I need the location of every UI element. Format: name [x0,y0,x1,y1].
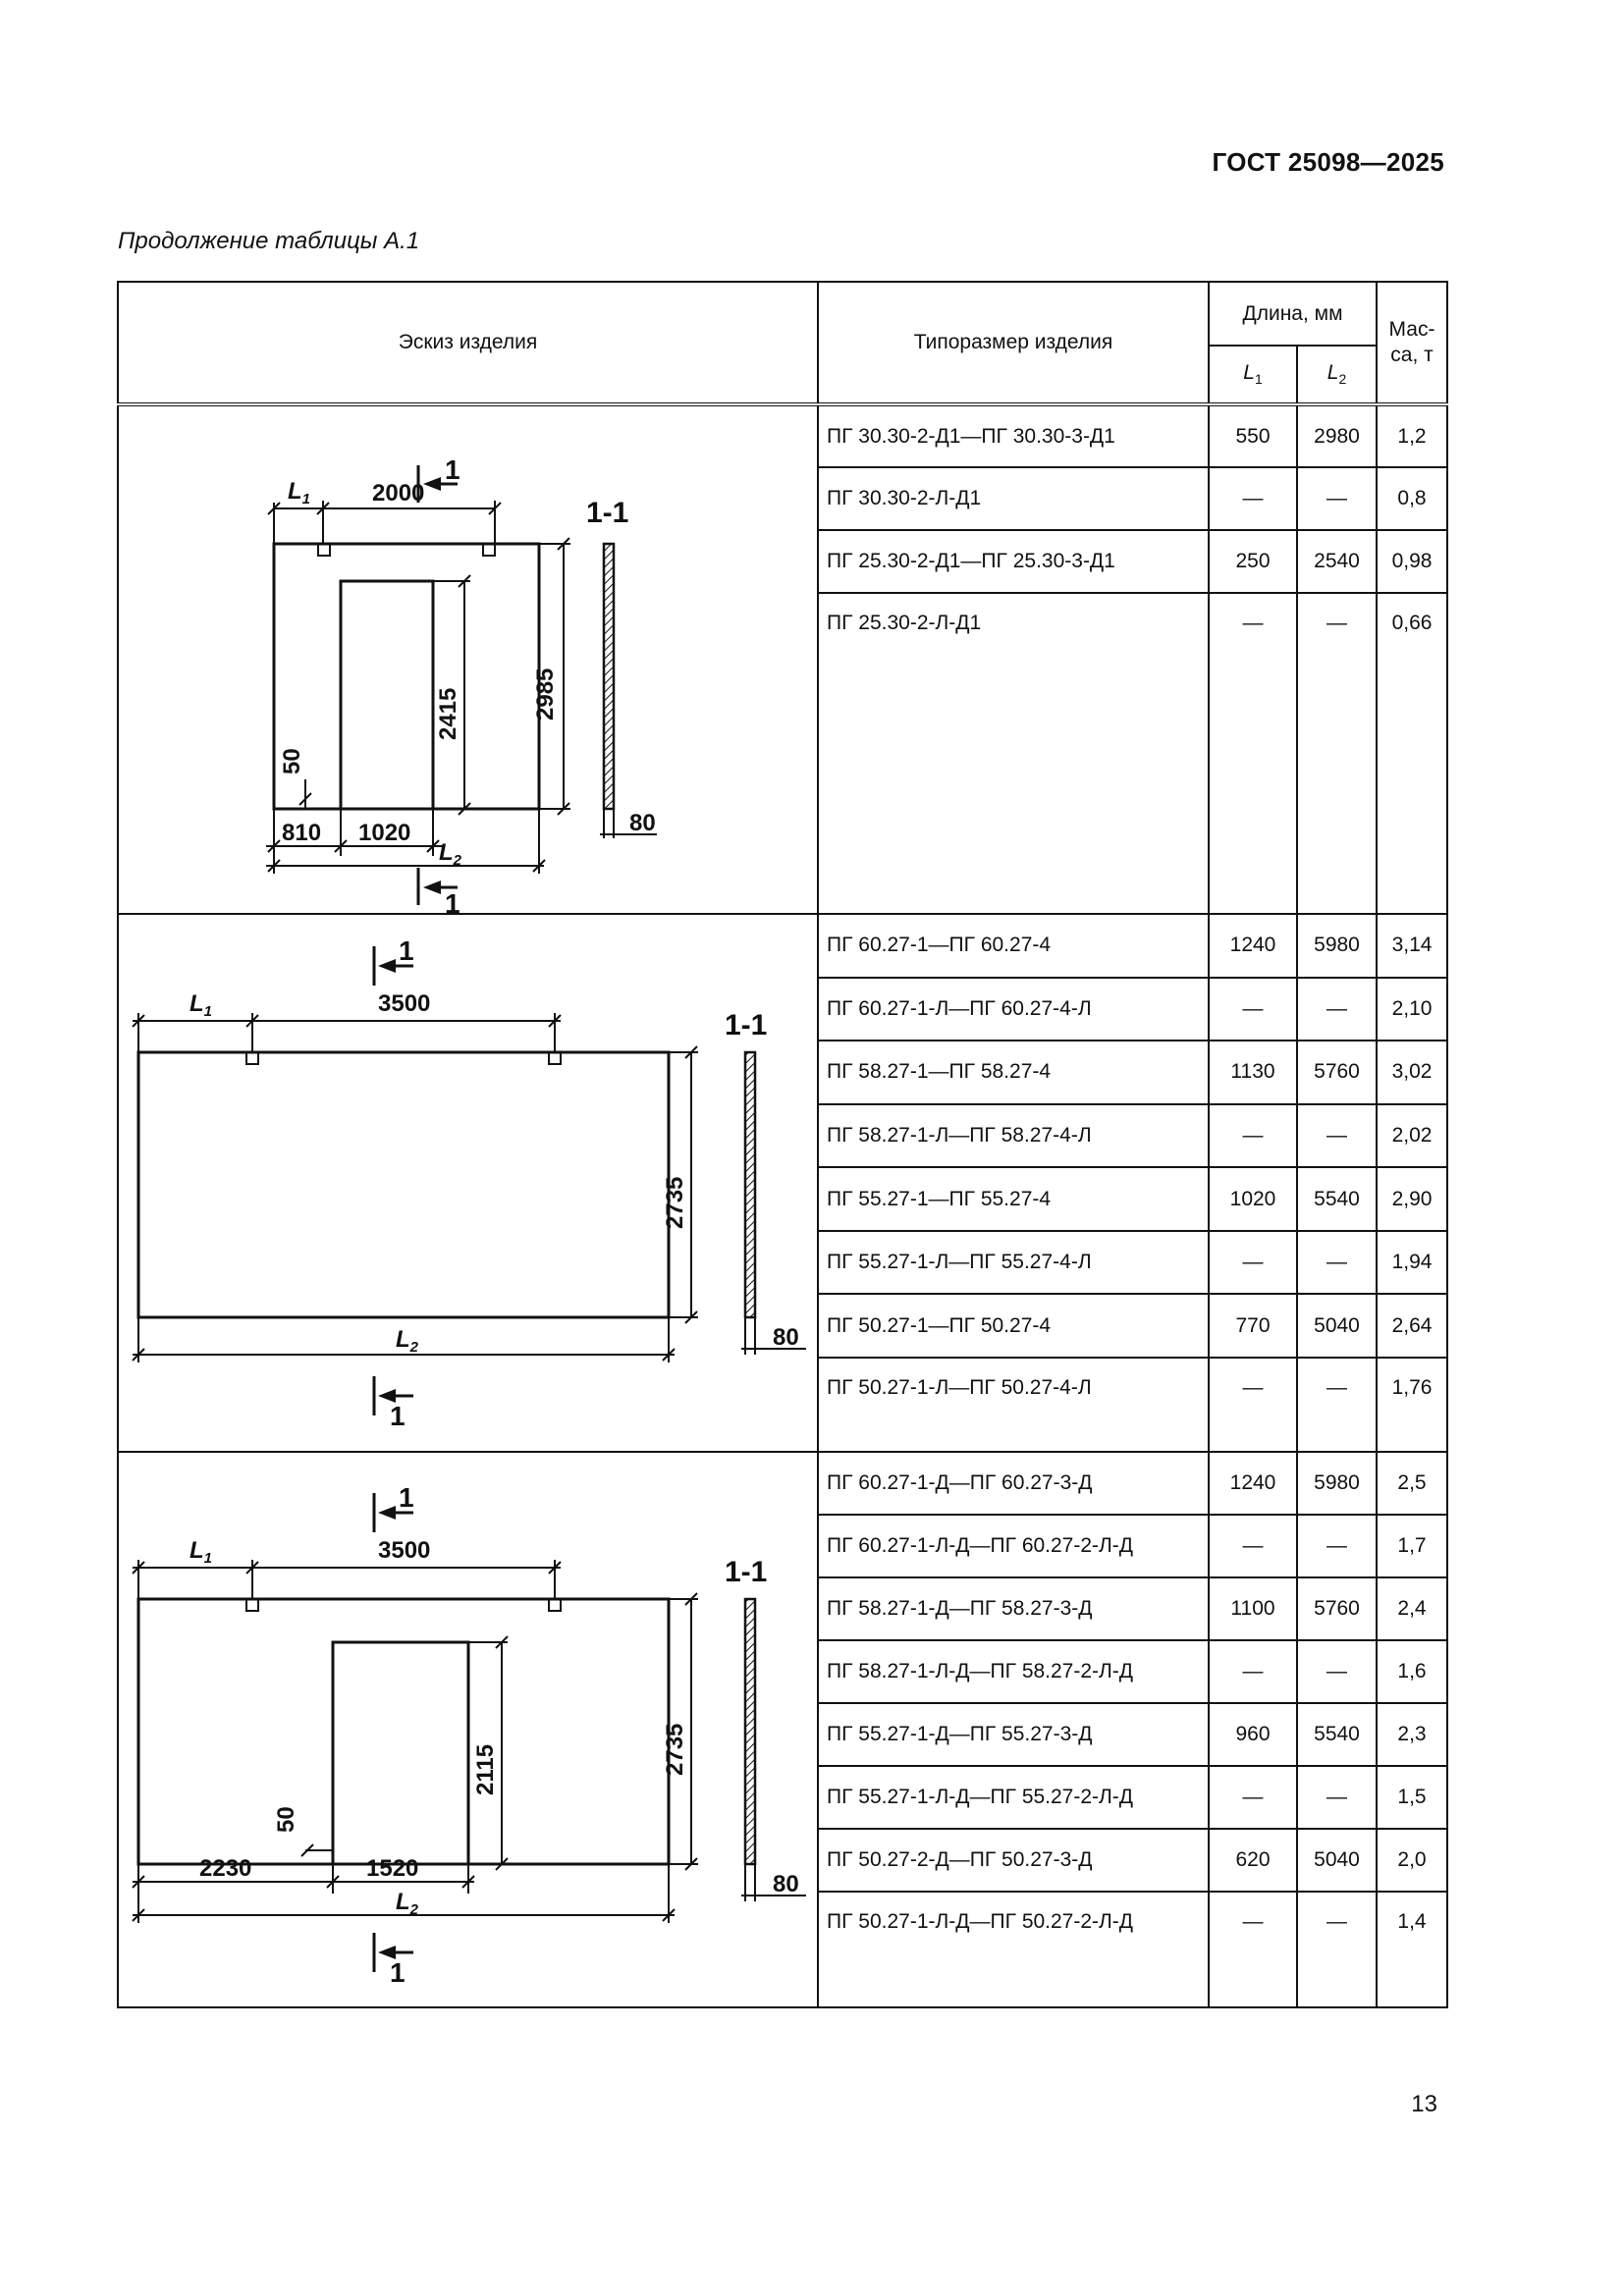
table-row [118,914,1447,978]
l2-cell: — [1297,1104,1377,1168]
mass-cell: 2,02 [1377,1104,1447,1168]
sketch-l1-label: $L_1$ [189,990,213,1020]
l1-cell: 1130 [1209,1041,1297,1104]
type-size-cell: ПГ 50.27-1-Л—ПГ 50.27-4-Л [818,1358,1209,1452]
mass-cell: 1,6 [1377,1640,1447,1703]
type-size-cell: ПГ 58.27-1-Л-Д—ПГ 58.27-2-Л-Д [818,1640,1209,1703]
l2-cell: — [1297,1515,1377,1577]
page-number: 13 [1411,2091,1437,2117]
continuation-title: Продолжение таблицы А.1 [118,228,420,254]
header-mass: Мас-са, т [1377,282,1447,404]
type-size-cell: ПГ 30.30-2-Л-Д1 [818,467,1209,530]
sketch-section-label: 1-1 [586,497,629,529]
l2-cell: 2540 [1297,530,1377,593]
l2-cell: — [1297,1892,1377,2007]
l2-cell: — [1297,1358,1377,1452]
product-table [117,281,1448,2008]
mass-cell: 2,10 [1377,978,1447,1041]
l1-cell: 250 [1209,530,1297,593]
type-size-cell: ПГ 55.27-1—ПГ 55.27-4 [818,1167,1209,1231]
type-size-cell: ПГ 58.27-1—ПГ 58.27-4 [818,1041,1209,1104]
header-type: Типоразмер изделия [818,282,1209,404]
header-l1: $L_1$ [1209,346,1297,404]
sketch-cut-top: 1 [399,1482,414,1513]
mass-cell: 1,94 [1377,1231,1447,1295]
type-size-cell: ПГ 60.27-1-Л-Д—ПГ 60.27-2-Л-Д [818,1515,1209,1577]
l2-cell: — [1297,1640,1377,1703]
mass-cell: 0,8 [1377,467,1447,530]
l2-cell: 5980 [1297,1452,1377,1515]
type-size-cell: ПГ 55.27-1-Л—ПГ 55.27-4-Л [818,1231,1209,1295]
l1-cell: — [1209,1358,1297,1452]
l1-cell: — [1209,467,1297,530]
l1-cell: — [1209,978,1297,1041]
type-size-cell: ПГ 60.27-1-Д—ПГ 60.27-3-Д [818,1452,1209,1515]
l2-cell: — [1297,1766,1377,1829]
mass-cell: 3,14 [1377,914,1447,978]
mass-cell: 2,3 [1377,1703,1447,1766]
l2-cell: 5540 [1297,1703,1377,1766]
sketch-l1-label: $L_1$ [288,478,311,507]
mass-cell: 1,2 [1377,404,1447,467]
sketch-height-dim: 2735 [662,1176,688,1229]
l1-cell: 1240 [1209,914,1297,978]
type-size-cell: ПГ 55.27-1-Л-Д—ПГ 55.27-2-Л-Д [818,1766,1209,1829]
type-size-cell: ПГ 25.30-2-Л-Д1 [818,593,1209,914]
sketch-gap-dim: 50 [279,748,305,774]
type-size-cell: ПГ 50.27-1—ПГ 50.27-4 [818,1294,1209,1358]
l2-cell: — [1297,1231,1377,1295]
l2-cell: 5540 [1297,1167,1377,1231]
l1-cell: — [1209,593,1297,914]
sketch-left-dim: 810 [282,820,322,846]
mass-cell: 1,4 [1377,1892,1447,2007]
type-size-cell: ПГ 55.27-1-Д—ПГ 55.27-3-Д [818,1703,1209,1766]
sketch-door-width-dim: 1020 [358,820,411,846]
table-row [118,404,1447,467]
sketch-top-dim: 2000 [372,480,425,507]
mass-cell: 0,66 [1377,593,1447,914]
sketch-cut-bottom: 1 [390,1957,406,1988]
type-size-cell: ПГ 50.27-2-Д—ПГ 50.27-3-Д [818,1829,1209,1892]
table-row [118,1452,1447,1515]
sketch-top-dim: 3500 [378,990,431,1017]
sketch-door-height-dim: 2115 [472,1743,499,1795]
l1-cell: 550 [1209,404,1297,467]
sketch-cut-bottom: 1 [390,1401,406,1431]
mass-cell: 2,4 [1377,1577,1447,1640]
header-sketch: Эскиз изделия [118,282,818,404]
l2-cell: 5040 [1297,1829,1377,1892]
l1-cell: 960 [1209,1703,1297,1766]
l1-cell: — [1209,1640,1297,1703]
type-size-cell: ПГ 60.27-1—ПГ 60.27-4 [818,914,1209,978]
l1-cell: 1240 [1209,1452,1297,1515]
l1-cell: 620 [1209,1829,1297,1892]
type-size-cell: ПГ 25.30-2-Д1—ПГ 25.30-3-Д1 [818,530,1209,593]
sketch-left-dim: 2230 [199,1855,252,1882]
type-size-cell: ПГ 58.27-1-Д—ПГ 58.27-3-Д [818,1577,1209,1640]
mass-cell: 1,7 [1377,1515,1447,1577]
sketch-cell [118,404,818,919]
mass-cell: 1,5 [1377,1766,1447,1829]
sketch-thickness-dim: 80 [773,1871,799,1897]
sketch-l2-label: $L_2$ [396,1326,419,1356]
sketch-cell [118,1452,818,2007]
sketch-l2-label: $L_2$ [396,1889,419,1918]
mass-cell: 3,02 [1377,1041,1447,1104]
type-size-cell: ПГ 50.27-1-Л-Д—ПГ 50.27-2-Л-Д [818,1892,1209,2007]
mass-cell: 0,98 [1377,530,1447,593]
l2-cell: 5760 [1297,1041,1377,1104]
header-length: Длина, мм [1209,282,1377,346]
mass-cell: 2,5 [1377,1452,1447,1515]
l1-cell: — [1209,1231,1297,1295]
sketch-door-width-dim: 1520 [366,1855,419,1882]
sketch-cut-top: 1 [399,935,414,966]
sketch-gap-dim: 50 [273,1806,299,1833]
sketch-l1-label: $L_1$ [189,1537,213,1567]
sketch-thickness-dim: 80 [629,810,656,836]
mass-cell: 2,0 [1377,1829,1447,1892]
l1-cell: — [1209,1515,1297,1577]
sketch-panel-solid [119,915,819,1445]
l1-cell: — [1209,1766,1297,1829]
l2-cell: — [1297,467,1377,530]
l1-cell: 1020 [1209,1167,1297,1231]
sketch-section-label: 1-1 [725,1009,768,1041]
sketch-cut-top: 1 [445,454,460,485]
sketch-panel-door-small [119,436,819,919]
l1-cell: — [1209,1104,1297,1168]
sketch-panel-door-large [119,1462,819,1992]
l1-cell: 1100 [1209,1577,1297,1640]
type-size-cell: ПГ 58.27-1-Л—ПГ 58.27-4-Л [818,1104,1209,1168]
sketch-thickness-dim: 80 [773,1324,799,1351]
type-size-cell: ПГ 30.30-2-Д1—ПГ 30.30-3-Д1 [818,404,1209,467]
l2-cell: — [1297,593,1377,914]
sketch-l2-label: $L_2$ [439,839,462,869]
l2-cell: 5760 [1297,1577,1377,1640]
sketch-door-height-dim: 2415 [435,687,461,740]
sketch-cell [118,914,818,1452]
sketch-cut-bottom: 1 [445,888,460,919]
l2-cell: 5980 [1297,914,1377,978]
l2-cell: 5040 [1297,1294,1377,1358]
l1-cell: — [1209,1892,1297,2007]
sketch-top-dim: 3500 [378,1537,431,1564]
sketch-height-dim: 2735 [662,1723,688,1776]
l2-cell: — [1297,978,1377,1041]
l1-cell: 770 [1209,1294,1297,1358]
mass-cell: 2,64 [1377,1294,1447,1358]
sketch-section-label: 1-1 [725,1556,768,1588]
mass-cell: 1,76 [1377,1358,1447,1452]
document-header: ГОСТ 25098—2025 [1212,147,1444,177]
header-l2: $L_2$ [1297,346,1377,404]
mass-cell: 2,90 [1377,1167,1447,1231]
l2-cell: 2980 [1297,404,1377,467]
type-size-cell: ПГ 60.27-1-Л—ПГ 60.27-4-Л [818,978,1209,1041]
sketch-height-dim: 2985 [532,667,559,721]
